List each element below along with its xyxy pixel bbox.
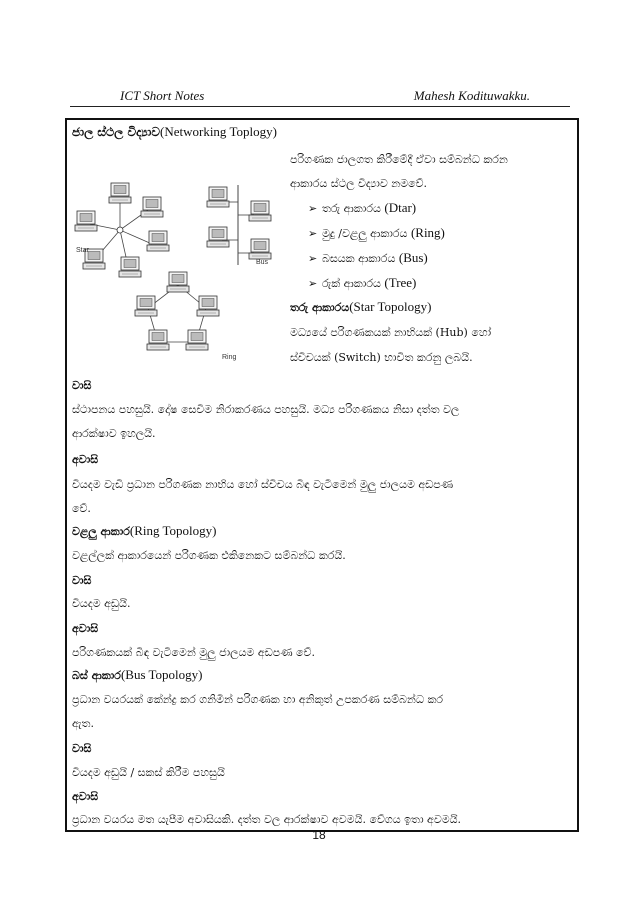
intro-line-2: ආකාරය ස්ථල විද්‍යාව නමවේ.: [290, 177, 428, 190]
bus-dis-heading: අවාසි: [72, 790, 99, 803]
arrow-bullet-icon: ➢: [308, 202, 318, 215]
star-dis-line-1: වියදම වැඩි ප්‍රධාන පරිගණක නාභිය හෝ ස්විචය බිඳ වැටීමෙන් මුලු ජාලයම අඩපණ: [72, 478, 454, 491]
star-label: Star: [76, 247, 89, 254]
bus-dis-line-1: ප්‍රධාන වයරය මත යැපීම අවාසියකි. දත්ත වල ආරක්ෂාව අවමයි. වේගය ඉතා අවමයි.: [72, 813, 462, 826]
section-title: [72, 124, 277, 140]
arrow-bullet-icon: ➢: [308, 277, 318, 290]
list-item-bus: ➢ බසයක ආකාරය (Bus): [308, 250, 428, 265]
bus-label: Bus: [256, 259, 269, 266]
ring-topology-diagram: [135, 272, 237, 361]
arrow-bullet-icon: ➢: [308, 252, 318, 265]
ring-dis-line-1: පරිගණකයක් බිඳ වැටීමෙන් මුලු ජාලයම අඩපණ වේ.: [72, 646, 315, 659]
bus-desc-1: ප්‍රධාන වයරයක් කේන්ද්‍ර කර ගනිමින් පරිගණක හා අනිකුත් උපකරණ සම්බන්ධ කර: [72, 693, 444, 706]
ring-desc-1: වළල්ලක් ආකාරයෙන් පරිගණක එකිනෙකට සම්බන්ධ කරයි.: [72, 549, 346, 562]
ring-dis-heading: අවාසි: [72, 622, 99, 635]
page-number: 18: [312, 828, 326, 842]
arrow-bullet-icon: ➢: [308, 227, 318, 240]
intro-line-1: පරිගණක ජාලගත කිරීමේදී ඒවා සම්බන්ධ කරන: [290, 153, 508, 166]
bus-heading: බස් ආකාර(Bus Topology): [72, 667, 203, 682]
topology-diagram: [70, 140, 280, 370]
header-left: ICT Short Notes: [120, 88, 205, 103]
bus-desc-2: ඇත.: [72, 717, 94, 730]
star-adv-line-1: ස්ථාපනය පහසුයි. දෝෂ සෙවීම නිරාකරණය පහසුයි. මධ්‍ය පරිගණකය නිසා දත්ත වල: [72, 403, 460, 416]
star-heading: තරු ආකාරය(Star Topology): [290, 299, 432, 314]
header-right: Mahesh Kodituwakku.: [413, 88, 530, 103]
section-title-en: (Networking Toplogy): [160, 124, 277, 139]
ring-adv-heading: වාසි: [72, 574, 92, 587]
list-item-tree: ➢ රුක් ආකාරය (Tree): [308, 275, 417, 290]
star-adv-line-2: ආරක්ෂාව ඉහලයි.: [72, 427, 156, 440]
section-title-si: ජාල ස්ථල විද්‍යාව: [72, 125, 160, 139]
star-adv-heading: වාසි: [72, 379, 92, 392]
bus-adv-heading: වාසි: [72, 742, 92, 755]
ring-label: Ring: [222, 354, 237, 361]
star-dis-heading: අවාසි: [72, 453, 99, 466]
bus-topology-diagram: [207, 185, 271, 266]
list-item-ring: ➢ මුදු /වළලු ආකාරය (Ring): [308, 225, 445, 240]
star-topology-diagram: [75, 183, 169, 277]
bus-adv-line-1: වියදම අඩුයි / සකස් කිරීම පහසුයි: [72, 766, 225, 779]
star-desc-1: මධ්‍යයේ පරිගණකයක් නාභියක් (Hub) හෝ: [290, 326, 492, 339]
ring-adv-line-1: වියදම අඩුයි.: [72, 597, 131, 610]
star-dis-line-2: වේ.: [72, 502, 91, 515]
header-rule: [70, 106, 570, 107]
list-item-star: ➢ තරු ආකාරය (Dtar): [308, 200, 417, 215]
star-desc-2: ස්විචයක් (Switch) භාවිත කරනු ලබයි.: [290, 351, 473, 364]
page-header: [120, 88, 530, 104]
ring-heading: වළලු ආකාර(Ring Topology): [72, 523, 217, 538]
